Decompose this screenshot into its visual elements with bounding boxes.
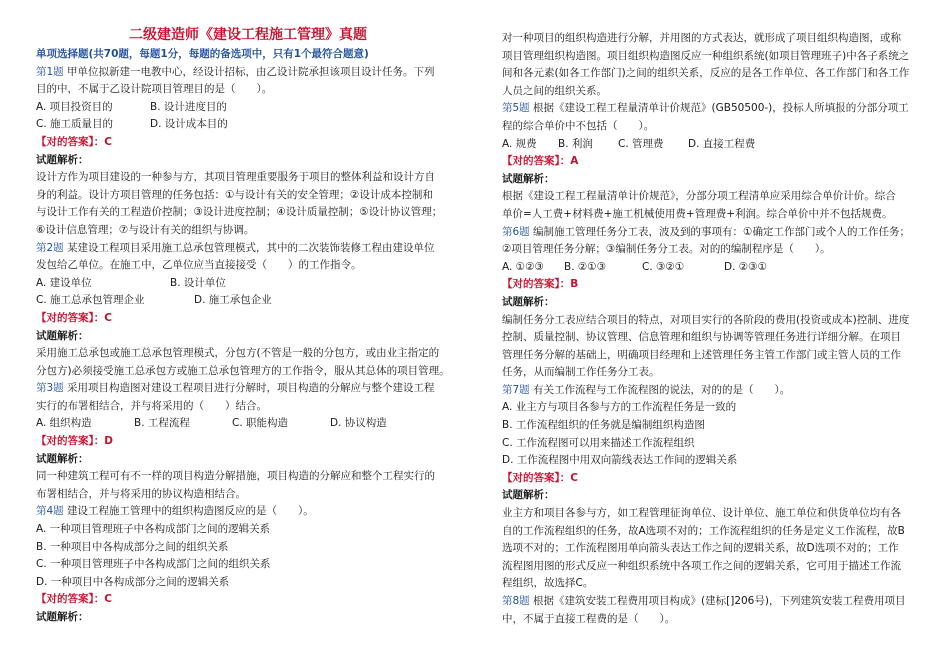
left-column (36, 26, 460, 627)
question-3-stem-cont: 实行的布署相结合，并与将采用的（ ）结合。 (36, 399, 267, 412)
analysis-label: 试题解析： (502, 172, 555, 185)
question-text: 根据《建设工程工程量清单计价规范》(GB50500-)，投标人所填报的分部分项工 (533, 102, 909, 115)
option-a: A. 组织构造 (36, 417, 92, 430)
answer-value: C (570, 471, 578, 484)
answer-line (502, 153, 922, 171)
option-c: C. ③②① (642, 260, 685, 273)
question-3-stem (36, 380, 460, 398)
explanation-line: 设计方作为项目建设的一种参与方，其项目管理重要服务于项目的整体利益和设计方自 (36, 171, 435, 184)
question-text: 甲单位拟新建一电教中心，经设计招标，由乙设计院承担该项目设计任务。下列 (67, 65, 435, 78)
answer-value: C (104, 593, 112, 606)
answer-line (36, 433, 460, 451)
answer-line (502, 276, 922, 294)
option-d: D. 设计成本目的 (150, 118, 228, 131)
option-a: A. 建设单位 (36, 276, 92, 289)
question-2-stem (36, 240, 460, 258)
option-b: B. ②①③ (564, 260, 607, 273)
explanation-line: 人员之间的组织关系。 (502, 84, 607, 97)
question-1-options-row1 (36, 99, 460, 117)
question-8-stem-cont: 中，不属于直接工程费的是（ ）。 (502, 612, 676, 625)
answer-line (36, 310, 460, 328)
option-b: B. 设计单位 (170, 276, 226, 289)
question-8-stem (502, 593, 922, 611)
analysis-label: 试题解析： (502, 489, 555, 502)
question-number: 第7题 (502, 383, 530, 396)
answer-label: 【对的答案】： (36, 435, 105, 448)
option-d: D. 工作流程图中用双向箭线表达工作间的逻辑关系 (502, 454, 738, 467)
option-b: B. 工作流程组织的任务就是编制组织构造图 (502, 419, 705, 432)
explanation-line: 单价=人工费+材料费+施工机械使用费+管理费+利润。综合单价中并不包括规费。 (502, 207, 893, 220)
question-1-stem-cont: 目的中，不属于乙设计院项目管理目的是（ ）。 (36, 83, 273, 96)
explanation-line: 与设计工作有关的工程造价控制；③设计进度控制；④设计质量控制；⑤设计协议管理； (36, 206, 443, 219)
question-text: 某建设工程项目采用施工总承包管理模式，其中的二次装饰装修工程由建设单位 (67, 241, 435, 254)
question-1-stem (36, 64, 460, 82)
answer-label: 【对的答案】： (36, 135, 105, 148)
explanation-line: 业主方和项目各参与方，如工程管理征询单位、设计单位、施工单位和供货单位均有各 (502, 507, 901, 520)
question-text: 根据《建筑安装工程费用项目构成》(建标[]206号)，下列建筑安装工程费用项目 (533, 595, 906, 607)
option-d: D. 一种项目中各构成部分之间的逻辑关系 (36, 575, 230, 588)
option-a: A. 一种项目管理班子中各构成部门之间的逻辑关系 (36, 523, 271, 536)
question-2-stem-cont: 发包给乙单位。在施工中，乙单位应当直接接受（ ）的工作指令。 (36, 259, 362, 272)
option-a: A. 规费 (502, 137, 537, 150)
option-d: D. ②③① (724, 260, 767, 273)
explanation-line: 间和各元素(如各工作部门)之间的组织关系，反应的是各工作单位、各工作部门和各工作 (502, 67, 910, 80)
question-text: 编制施工管理任务分工表，波及到的事项有：①确定工作部门或个人的工作任务； (533, 225, 910, 238)
question-number: 第4题 (36, 505, 64, 518)
explanation-line: 根据《建设工程工程量清单计价规范》，分部分项工程清单应采用综合单价计价。综合 (502, 190, 896, 203)
explanation-line: ⑥设计信息管理；⑦与设计有关的组织与协调。 (36, 223, 255, 236)
answer-line (36, 591, 460, 609)
option-b: B. 一种项目中各构成部分之间的组织关系 (36, 540, 229, 553)
explanation-line: 程组织，故选择C。 (502, 577, 594, 590)
explanation-line: 身的利益。设计方项目管理的任务包括：①与设计有关的安全管理；②设计成本控制和 (36, 188, 433, 201)
option-b: B. 工程流程 (134, 417, 190, 430)
answer-value: A (570, 155, 579, 168)
option-c: C. 工作流程图可以用来描述工作流程组织 (502, 436, 695, 449)
explanation-line: 自的工作流程组织的任务，故A选项不对的；工作流程组织的任务是定义工作流程，故B (502, 524, 905, 537)
explanation-line: 布署相结合，并与将采用的协议构造相结合。 (36, 487, 246, 500)
explanation-line: 编制任务分工表应结合项目的特点，对项目实行的各阶段的费用(投资或成本)控制、进度 (502, 313, 910, 326)
explanation-line: 对一种项目的组织构造进行分解，并用图的方式表达，就形成了项目组织构造图，或称 (502, 32, 901, 44)
answer-value: C (104, 311, 112, 324)
answer-line (502, 470, 922, 488)
option-d: D. 直接工程费 (688, 137, 756, 150)
answer-line (36, 134, 460, 152)
question-6-stem (502, 224, 922, 242)
analysis-label: 试题解析： (36, 329, 89, 342)
analysis-label: 试题解析： (36, 611, 89, 623)
explanation-line: 流程图用图的形式反应一种组织系统中各项工作之间的逻辑关系，它可用于描述工作流 (502, 559, 901, 572)
answer-label: 【对的答案】： (502, 471, 571, 484)
question-2-options-row2 (36, 292, 460, 310)
explanation-line: 分包方)必须接受施工总承包方或施工总承包管理方的工作指令，服从其总体的项目管理。 (36, 364, 450, 377)
explanation-line: 选项不对的；工作流程图用单向箭头表达工作之间的逻辑关系，故D选项不对的；工作 (502, 542, 899, 555)
analysis-label: 试题解析： (502, 295, 555, 308)
question-3-options (36, 415, 460, 433)
question-5-stem-cont: 程的综合单价中不包括（ ）。 (502, 119, 655, 132)
answer-label: 【对的答案】： (502, 278, 571, 291)
option-c: C. 管理费 (618, 137, 664, 150)
question-text: 建设工程施工管理中的组织构造图反应的是（ ）。 (67, 505, 314, 518)
explanation-line: 采用施工总承包或施工总承包管理模式，分包方(不管是一般的分包方，或由业主指定的 (36, 347, 440, 360)
question-number: 第2题 (36, 241, 64, 254)
option-d: D. 协议构造 (330, 417, 387, 430)
option-b: B. 利润 (558, 137, 593, 150)
option-a: A. ①②③ (502, 260, 544, 273)
option-a: A. 业主方与项目各参与方的工作流程任务是一致的 (502, 401, 737, 414)
question-1-options-row2 (36, 116, 460, 134)
option-d: D. 施工承包企业 (194, 294, 272, 307)
answer-value: B (570, 278, 579, 291)
answer-value: C (104, 135, 112, 148)
question-7-stem (502, 382, 922, 400)
option-c: C. 职能构造 (232, 417, 289, 430)
question-number: 第8题 (502, 595, 530, 607)
option-c: C. 施工总承包管理企业 (36, 294, 145, 307)
option-a: A. 项目投资目的 (36, 100, 113, 113)
question-6-options (502, 259, 922, 277)
question-text: 采用项目构造图对建设工程项目进行分解时，项目构造的分解应与整个建设工程 (67, 382, 435, 395)
explanation-line: 任务，从而编制工作任务分工表。 (502, 366, 660, 379)
question-number: 第6题 (502, 225, 530, 238)
question-text: 有关工作流程与工作流程图的说法，对的的是（ ）。 (533, 383, 791, 396)
question-number: 第5题 (502, 102, 530, 115)
answer-label: 【对的答案】： (502, 155, 571, 168)
explanation-line: 管理任务分解的基础上，明确项目经理和上述管理任务主管工作部门或主管人员的工作 (502, 348, 901, 361)
question-5-options (502, 136, 922, 154)
section-intro: 单项选择题(共70题，每题1分，每题的备选项中，只有1个最符合题意) (36, 48, 369, 60)
option-c: C. 一种项目管理班子中各构成部门之间的组织关系 (36, 558, 271, 571)
explanation-line: 同一种建筑工程可有不一样的项目构造分解措施，项目构造的分解应和整个工程实行的 (36, 470, 435, 483)
option-b: B. 设计进度目的 (150, 100, 227, 113)
question-number: 第1题 (36, 65, 64, 78)
right-column (502, 30, 922, 628)
question-2-options-row1 (36, 275, 460, 293)
question-5-stem (502, 100, 922, 118)
answer-label: 【对的答案】： (36, 593, 105, 606)
answer-label: 【对的答案】： (36, 311, 105, 324)
explanation-line: 控制、质量控制、协议管理、信息管理和组织与协调等管理任务进行详细分解。在项目 (502, 331, 901, 344)
question-6-stem-cont: ②项目管理任务分解；③编制任务分工表。对的的编制程序是（ ）。 (502, 243, 831, 256)
explanation-line: 项目管理组织构造图。项目组织构造图反应一种组织系统(如项目管理班子)中各子系统之 (502, 49, 910, 62)
question-4-stem (36, 503, 460, 521)
analysis-label: 试题解析： (36, 452, 89, 465)
analysis-label: 试题解析： (36, 153, 89, 166)
question-number: 第3题 (36, 382, 64, 395)
answer-value: D (104, 435, 113, 448)
option-c: C. 施工质量目的 (36, 118, 114, 131)
page-title: 二级建造师《建设工程施工管理》真题 (129, 27, 367, 43)
